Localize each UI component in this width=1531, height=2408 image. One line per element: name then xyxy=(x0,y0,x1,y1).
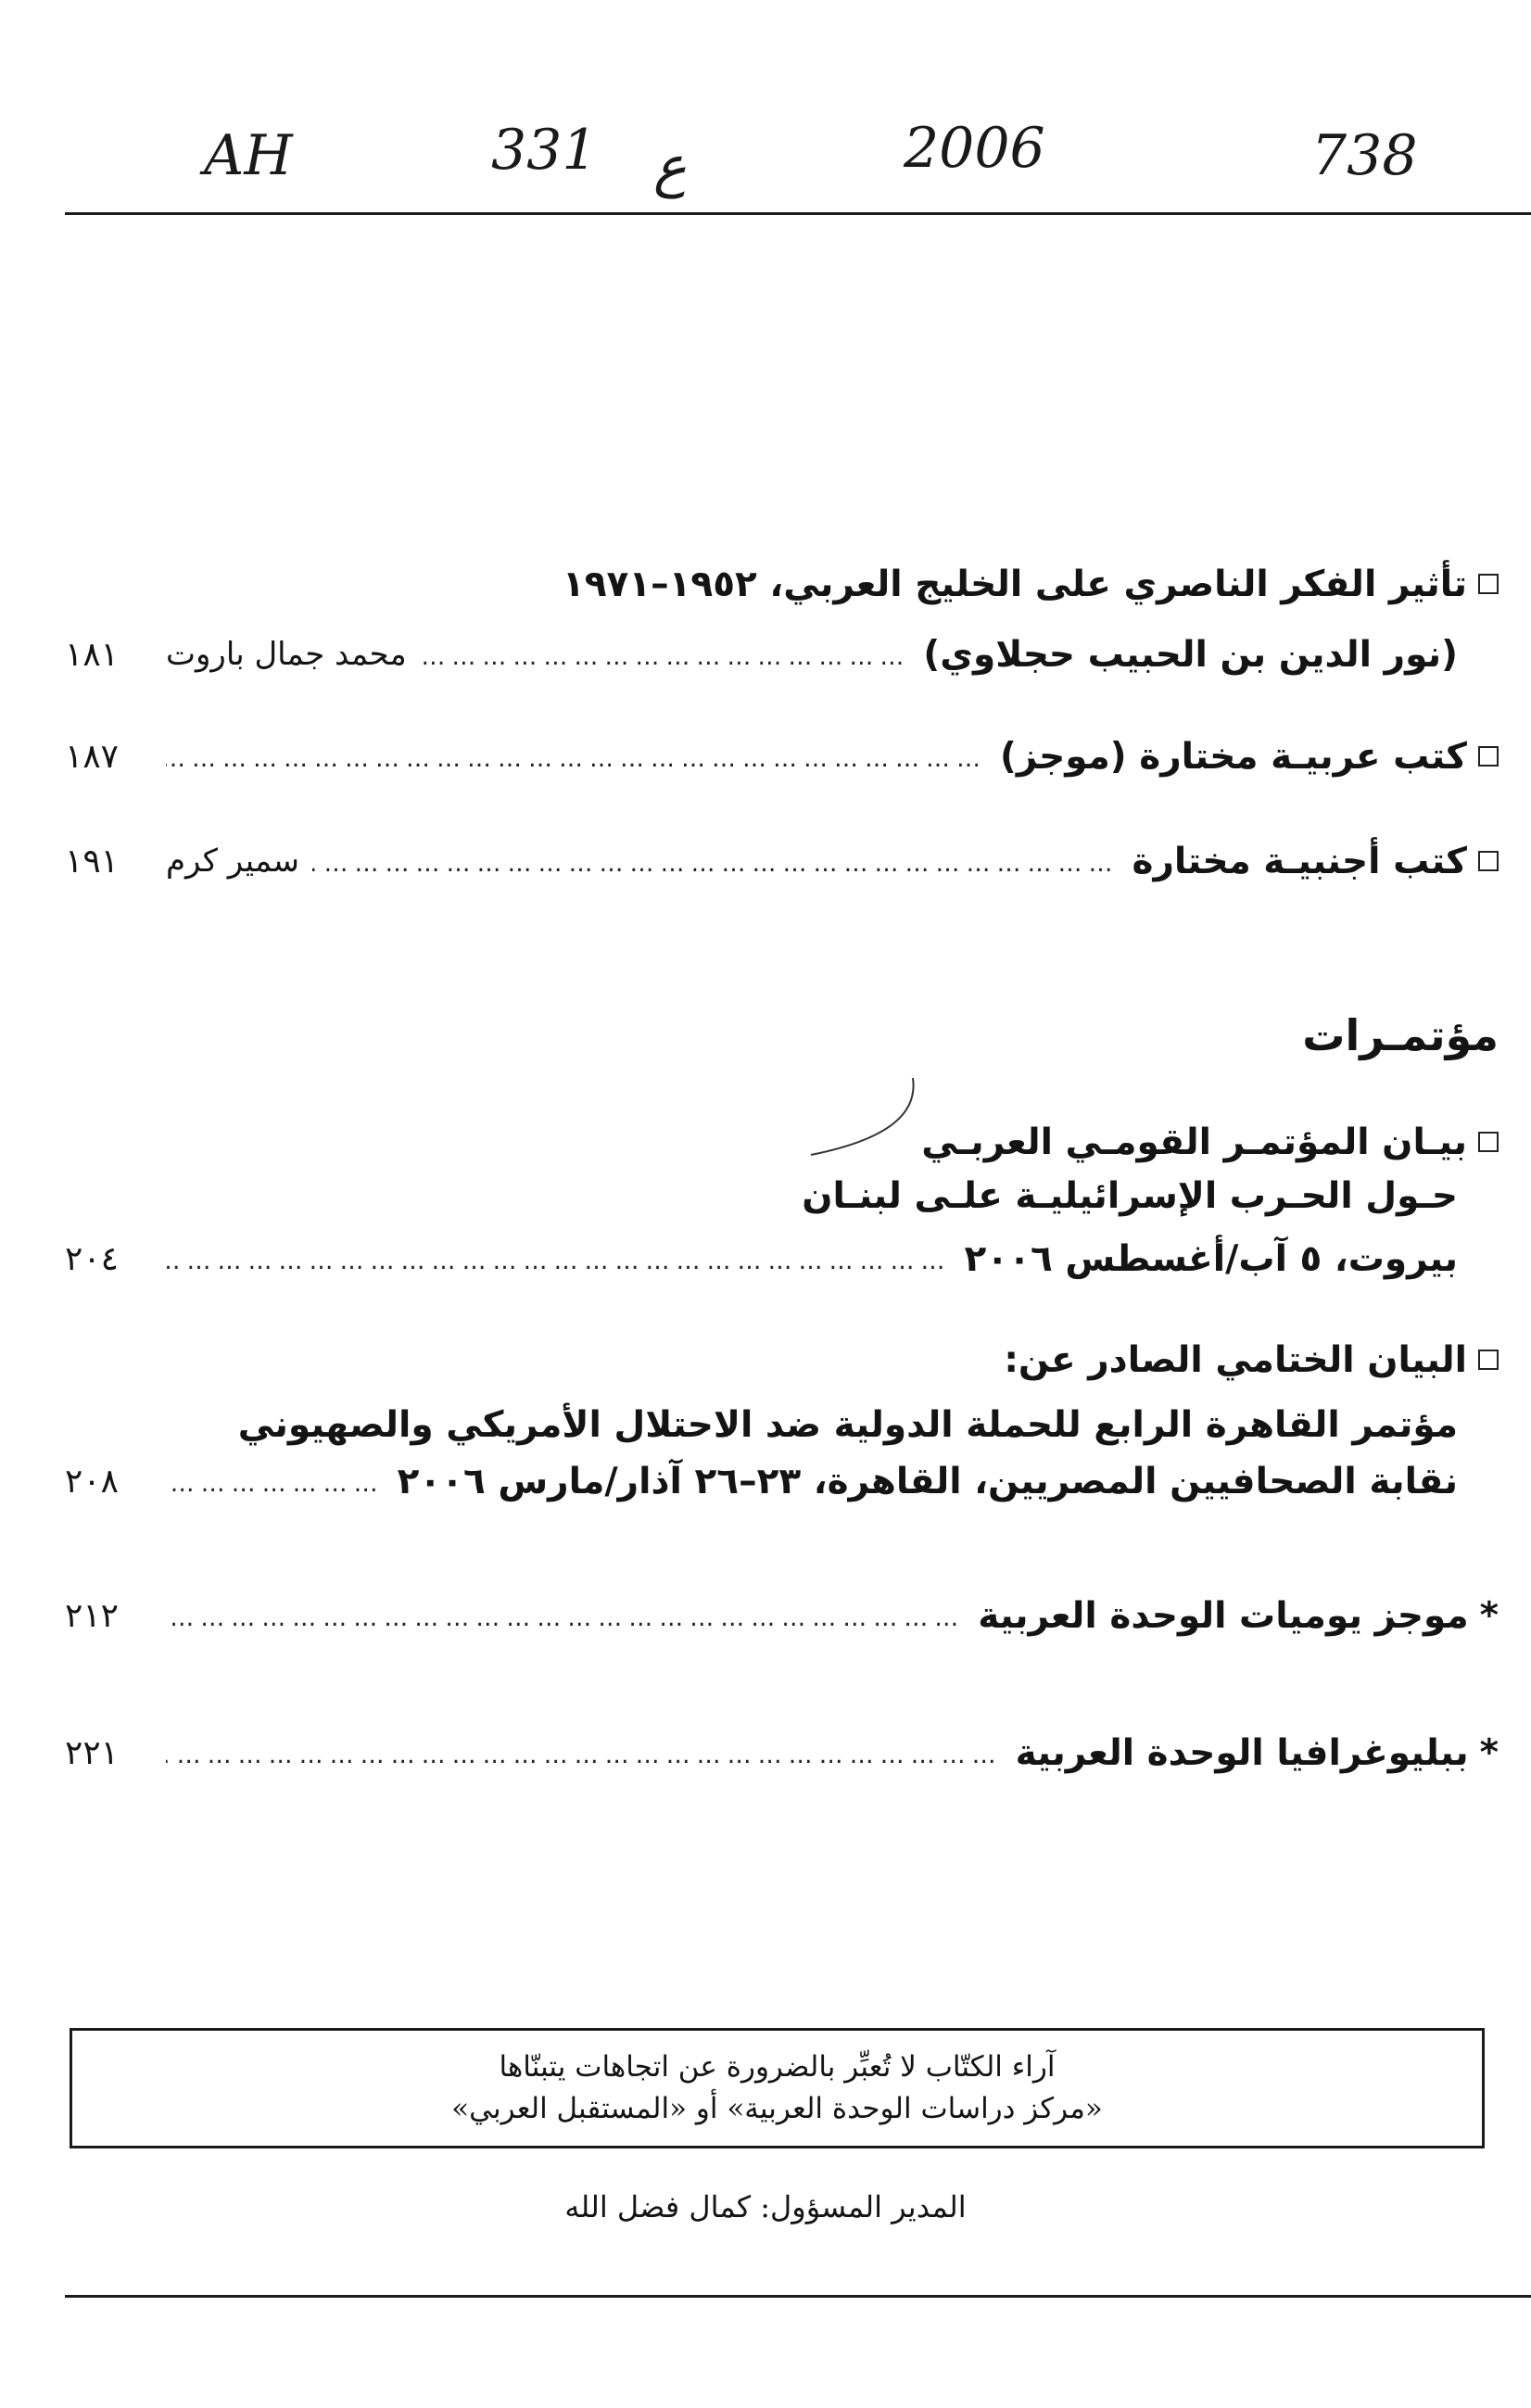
toc-entry-title-line xyxy=(65,554,1499,614)
top-rule xyxy=(65,212,1531,215)
feature-entry xyxy=(65,1586,1499,1645)
conference-title-line xyxy=(65,1112,1499,1172)
director-credit: المدير المسؤول: كمال فضل الله xyxy=(564,2189,967,2224)
handwritten-code: AH xyxy=(204,123,293,188)
feature-entry xyxy=(65,1723,1499,1782)
disclaimer-box xyxy=(70,2028,1485,2148)
conference-title: بيـان المؤتمـر القومـي العربـي xyxy=(921,1122,1499,1163)
disclaimer-line-1: آراء الكتّاب لا تُعبِّر بالضرورة عن اتجاهات يتبنّاها xyxy=(499,2050,1056,2085)
conference-title: البيان الختامي الصادر عن: xyxy=(1004,1339,1499,1381)
toc-entry-author: سمير كرم xyxy=(166,843,299,880)
disclaimer-line-2: «مركز دراسات الوحدة العربية» أو «المستقبل العربي» xyxy=(451,2092,1103,2125)
conference-place-date: نقابة الصحافيين المصريين، القاهرة، ٢٣–٢٦ آذار/مارس ٢٠٠٦ xyxy=(397,1460,1458,1502)
feature-page: ٢٢١ xyxy=(65,1733,120,1772)
toc-entry-title: تأثير الفكر الناصري على الخليج العربي، ١٩٥٢–١٩٧١ xyxy=(563,564,1499,605)
handwritten-letter: ع xyxy=(653,134,687,199)
leader-dots xyxy=(166,1604,965,1645)
conference-subtitle: مؤتمر القاهرة الرابع للحملة الدولية ضد الاحتلال الأمريكي والصهيوني xyxy=(237,1403,1458,1446)
toc-entry-page: ١٨٧ xyxy=(65,737,120,776)
leader-dots xyxy=(166,1742,1003,1782)
toc-entry xyxy=(65,727,1499,786)
conference-title-line xyxy=(65,1330,1499,1389)
toc-entry-title: كتب عربيـة مختارة (موجز) xyxy=(1000,736,1499,778)
conference-subtitle-line xyxy=(65,1395,1499,1454)
handwritten-number: 331 xyxy=(491,118,598,183)
feature-title: *ببليوغرافيا الوحدة العربية xyxy=(1015,1731,1499,1774)
leader-dots xyxy=(166,745,987,786)
toc-entry-page: ١٨١ xyxy=(65,635,120,674)
leader-dots xyxy=(420,643,911,684)
conference-page: ٢٠٨ xyxy=(65,1462,120,1501)
conference-entry xyxy=(65,1229,1499,1288)
leader-dots xyxy=(312,850,1119,891)
asterisk-icon: * xyxy=(1479,1594,1499,1637)
handwritten-year: 2006 xyxy=(904,116,1045,181)
checkbox-icon xyxy=(1478,574,1499,594)
toc-entry-title: كتب أجنبيـة مختارة xyxy=(1132,841,1499,882)
checkbox-icon xyxy=(1478,746,1499,767)
conference-page: ٢٠٤ xyxy=(65,1239,120,1278)
toc-entry-author: محمد جمال باروت xyxy=(166,636,407,673)
toc-entry xyxy=(65,831,1499,891)
section-heading: مؤتمـرات xyxy=(1302,1010,1499,1060)
leader-dots xyxy=(166,1470,385,1511)
bottom-rule xyxy=(65,2295,1531,2298)
toc-entry xyxy=(65,625,1499,684)
conference-subtitle-line xyxy=(65,1166,1499,1225)
feature-page: ٢١٢ xyxy=(65,1596,120,1635)
toc-entry-subtitle: (نور الدين بن الحبيب حجلاوي) xyxy=(923,633,1458,676)
checkbox-icon xyxy=(1478,851,1499,871)
checkbox-icon xyxy=(1478,1350,1499,1370)
leader-dots xyxy=(166,1248,952,1288)
toc-entry-page: ١٩١ xyxy=(65,842,120,881)
checkbox-icon xyxy=(1478,1132,1499,1152)
handwritten-id: 738 xyxy=(1311,123,1418,188)
conference-subtitle: حـول الحـرب الإسرائيليـة علـى لبنـان xyxy=(802,1174,1458,1217)
conference-entry xyxy=(65,1451,1499,1511)
asterisk-icon: * xyxy=(1479,1731,1499,1774)
conference-place-date: بيروت، ٥ آب/أغسطس ٢٠٠٦ xyxy=(964,1237,1458,1280)
feature-title: *موجز يوميات الوحدة العربية xyxy=(978,1594,1499,1637)
